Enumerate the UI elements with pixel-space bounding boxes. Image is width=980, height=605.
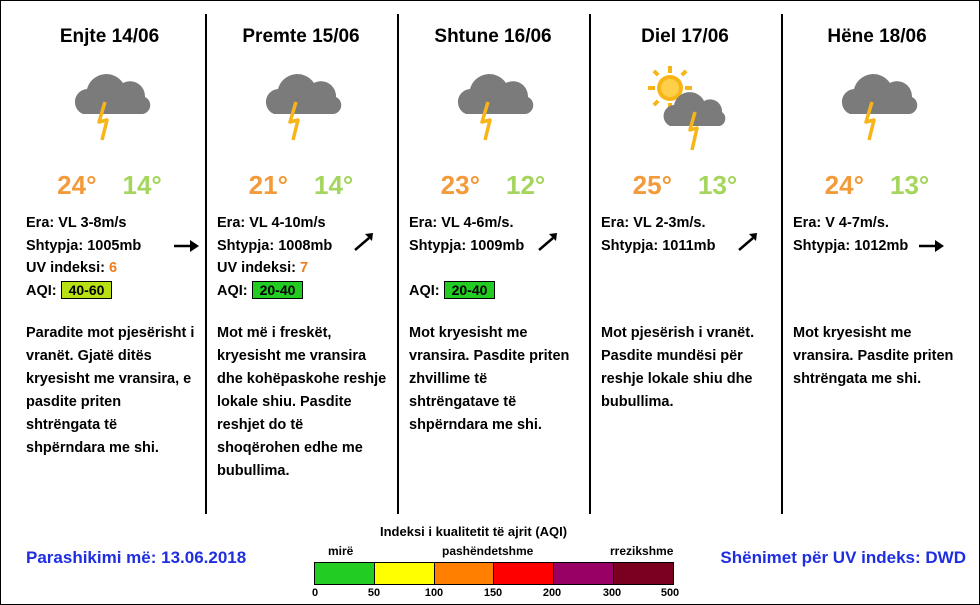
day-date: Diel 17/06 — [641, 26, 729, 47]
forecast-description: Paradite mot pjesërisht i vranët. Gjatë ditës kryesisht me vransira, e pasdite priten shtrëngata të shpërndara me shi. — [26, 325, 195, 456]
uv-label: UV indeksi: — [26, 260, 109, 276]
pressure-row: Shtypja: 1011mb — [601, 237, 716, 254]
day-date: Premte 15/06 — [242, 26, 360, 47]
temperatures — [205, 170, 397, 201]
uv-row — [217, 257, 387, 280]
sun-cloud-lightning-icon — [640, 64, 730, 164]
column-divider — [397, 14, 399, 514]
forecast-description: Mot më i freskët, kryesisht me vransira dhe kohëpaskohe reshje lokale shiu. Pasdite reshjet do të shoqërohen edhe me bubullima. — [217, 325, 387, 479]
aqi-badge: 40-60 — [61, 281, 113, 299]
column-divider — [205, 14, 207, 514]
aqi-tick: 200 — [542, 587, 562, 599]
aqi-row — [26, 280, 196, 303]
arrow-up-right-icon — [351, 232, 379, 252]
aqi-color-scale — [314, 562, 674, 585]
aqi-label: AQI: — [26, 282, 57, 299]
uv-source-note: Shënimet për UV indeks: DWD — [720, 548, 966, 567]
uv-label: UV indeksi: — [217, 260, 300, 276]
weather-info — [26, 212, 196, 302]
temp-low: 13° — [698, 170, 738, 200]
day-date: Enjte 14/06 — [59, 26, 160, 47]
aqi-badge: 20-40 — [444, 281, 496, 299]
aqi-tick: 300 — [602, 587, 622, 599]
aqi-tick: 150 — [483, 587, 503, 599]
forecast-description: Mot kryesisht me vransira. Pasdite priten zhvillime të shtrëngatave të shpërndara me shi. — [409, 325, 570, 433]
arrow-up-right-icon — [735, 232, 763, 252]
arrow-right-icon — [917, 236, 945, 256]
temp-high: 21° — [248, 170, 288, 200]
aqi-category-hazardous: rrezikshme — [610, 544, 674, 558]
aqi-row — [409, 280, 579, 303]
temp-high: 24° — [824, 170, 864, 200]
aqi-tick: 500 — [660, 587, 680, 599]
cloud-lightning-icon — [256, 64, 346, 164]
aqi-tick: 0 — [311, 587, 319, 599]
aqi-badge: 20-40 — [252, 281, 304, 299]
temp-low: 12° — [506, 170, 546, 200]
day-date: Shtune 16/06 — [434, 26, 552, 47]
aqi-category-unhealthy: pashëndetshme — [442, 544, 534, 558]
arrow-right-icon — [172, 236, 200, 256]
aqi-segment-2 — [435, 563, 495, 584]
wind-row: Era: VL 4-10m/s — [217, 215, 326, 231]
wind-row: Era: VL 2-3m/s. — [601, 215, 706, 231]
pressure-row: Shtypja: 1005mb — [26, 237, 142, 254]
weather-info — [217, 212, 387, 302]
forecast-description: Mot pjesërish i vranët. Pasdite mundësi për reshje lokale shiu dhe bubullima. — [601, 325, 755, 410]
aqi-category-good: mirë — [328, 544, 354, 558]
temp-low: 13° — [890, 170, 930, 200]
forecast-description: Mot kryesisht me vransira. Pasdite priten shtrëngata me shi. — [793, 325, 954, 387]
aqi-segment-4 — [554, 563, 614, 584]
column-divider — [589, 14, 591, 514]
pressure-row: Shtypja: 1012mb — [793, 237, 909, 254]
aqi-label: AQI: — [409, 282, 440, 299]
cloud-lightning-icon — [832, 64, 922, 164]
aqi-tick: 50 — [367, 587, 381, 599]
aqi-segment-3 — [494, 563, 554, 584]
uv-value: 7 — [300, 260, 309, 276]
aqi-segment-0 — [315, 563, 375, 584]
temperatures — [589, 170, 781, 201]
temp-low: 14° — [122, 170, 162, 200]
temperatures — [781, 170, 973, 201]
day-date: Hëne 18/06 — [827, 26, 927, 47]
pressure-row: Shtypja: 1008mb — [217, 237, 333, 254]
temperatures — [397, 170, 589, 201]
uv-row — [26, 257, 196, 280]
temp-low: 14° — [314, 170, 354, 200]
temp-high: 25° — [632, 170, 672, 200]
aqi-label: AQI: — [217, 282, 248, 299]
aqi-tick: 100 — [424, 587, 444, 599]
aqi-row — [217, 280, 387, 303]
empty-row — [409, 257, 579, 280]
wind-row: Era: VL 3-8m/s — [26, 215, 127, 231]
arrow-up-right-icon — [535, 232, 563, 252]
cloud-lightning-icon — [448, 64, 538, 164]
temperatures — [14, 170, 205, 201]
wind-row: Era: V 4-7m/s. — [793, 215, 889, 231]
uv-value: 6 — [109, 260, 118, 276]
column-divider — [781, 14, 783, 514]
cloud-lightning-icon — [65, 64, 155, 164]
forecast-date: Parashikimi më: 13.06.2018 — [26, 548, 247, 567]
temp-high: 24° — [57, 170, 97, 200]
aqi-segment-1 — [375, 563, 435, 584]
aqi-segment-5 — [614, 563, 673, 584]
pressure-row: Shtypja: 1009mb — [409, 237, 525, 254]
temp-high: 23° — [440, 170, 480, 200]
aqi-scale-title: Indeksi i kualitetit të ajrit (AQI) — [380, 524, 568, 539]
wind-row: Era: VL 4-6m/s. — [409, 215, 514, 231]
weather-info — [409, 212, 579, 302]
